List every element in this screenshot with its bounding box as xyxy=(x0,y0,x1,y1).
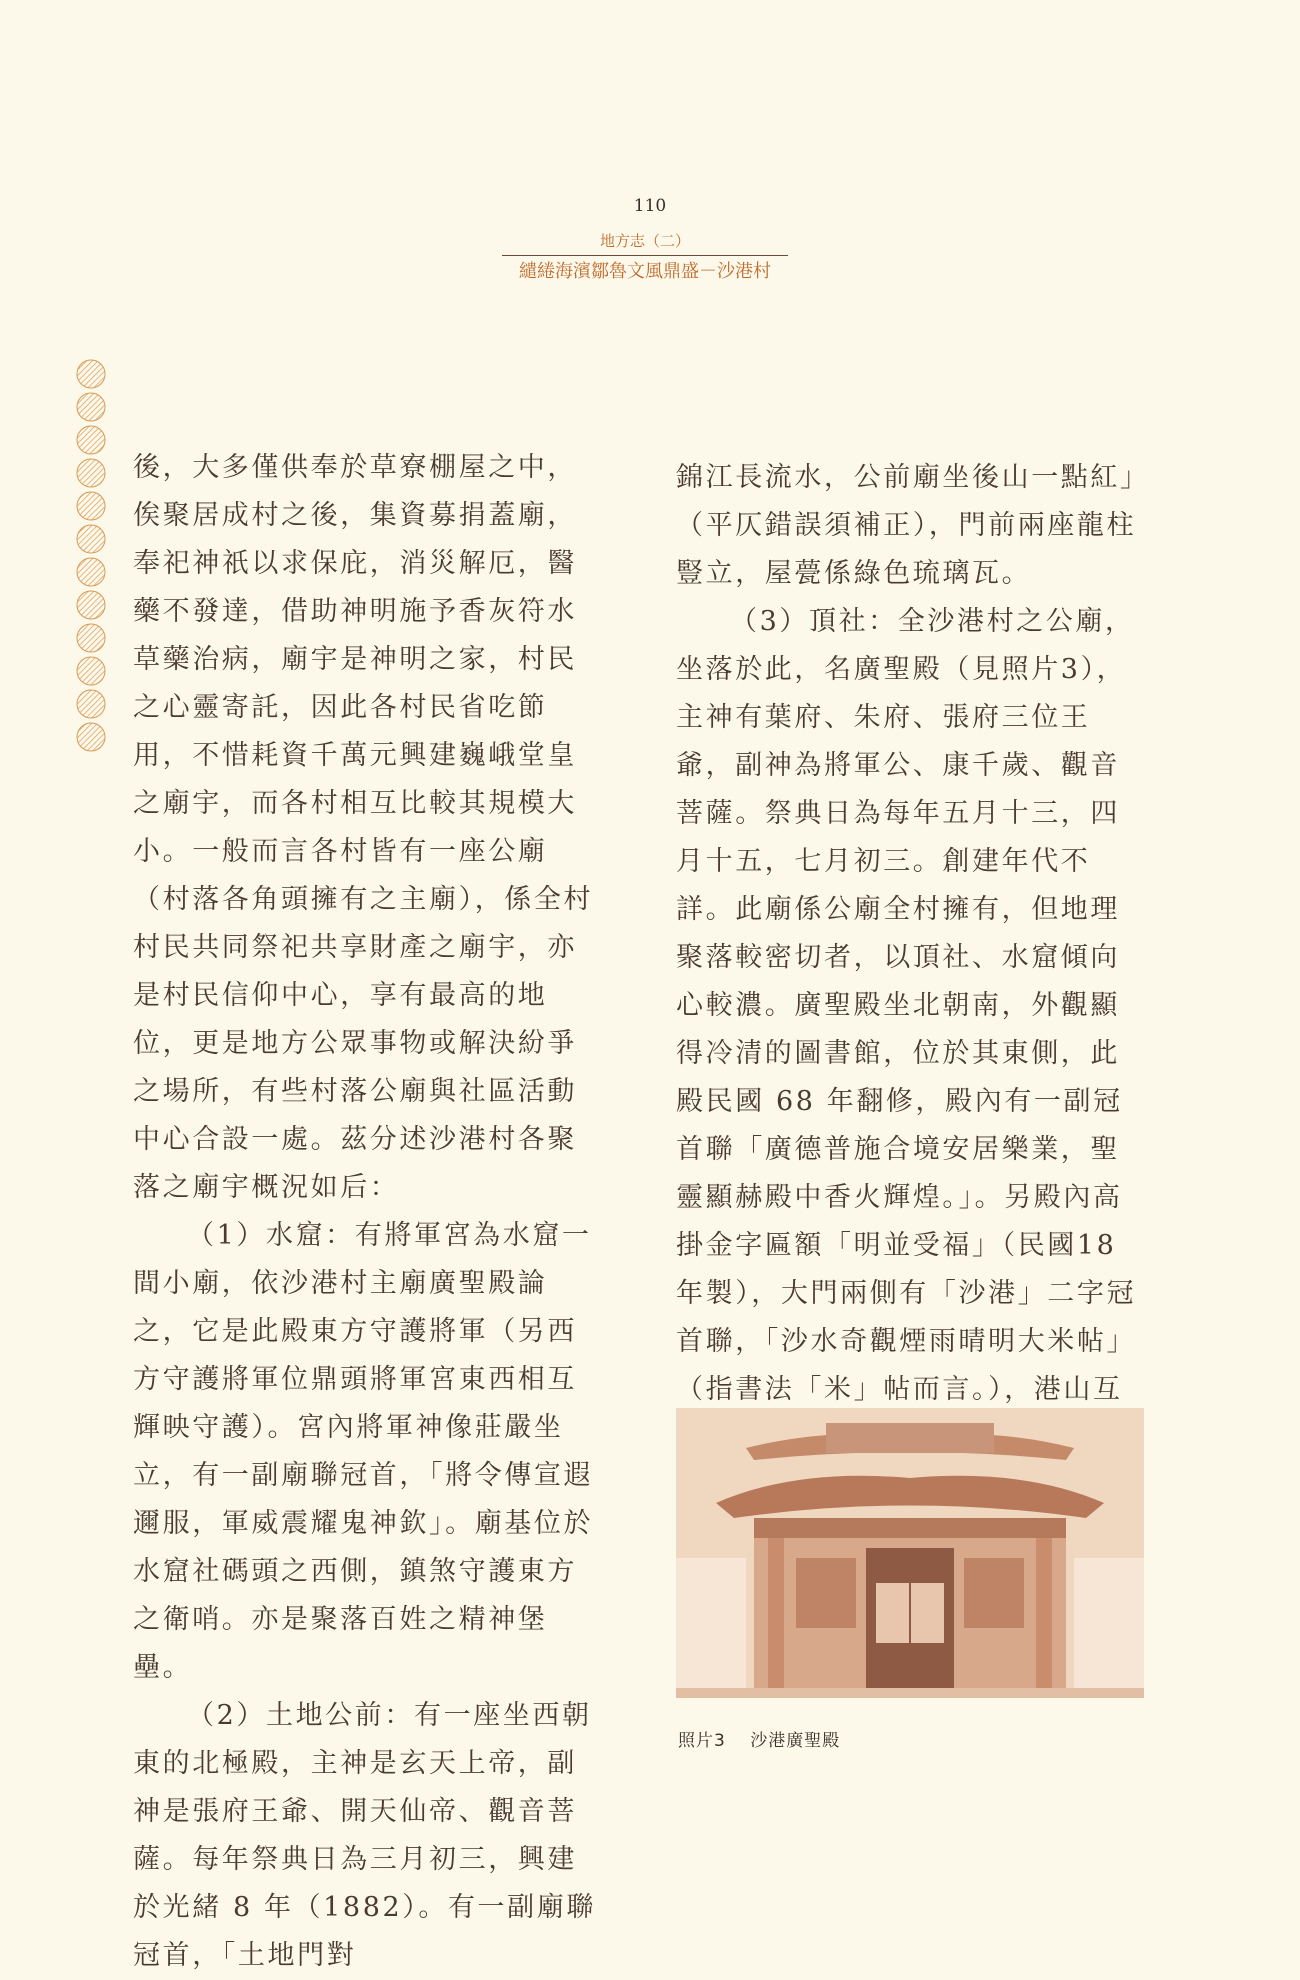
paragraph-tudigong: （2）土地公前：有一座坐西朝東的北極殿，主神是玄天上帝，副神是張府王爺、開天仙帝、觀音菩薩。每年祭典日為三月初三，興建於光緒 8 年（1882）。有一副廟聯冠首，「土地門對 xyxy=(133,1700,596,1971)
ornament-circle-icon xyxy=(77,393,105,421)
ornament-circle-icon xyxy=(77,723,105,751)
left-text-column xyxy=(133,444,603,1980)
ornament-icons xyxy=(72,358,110,768)
ornament-circle-icon xyxy=(77,624,105,652)
header-divider xyxy=(502,255,788,256)
ornament-circle-icon xyxy=(77,690,105,718)
running-header xyxy=(502,230,788,284)
ornament-circle-icon xyxy=(77,525,105,553)
photo-caption-text: 沙港廣聖殿 xyxy=(750,1731,841,1751)
page-number: 110 xyxy=(633,196,667,216)
header-subtitle: 繾綣海濱鄒魯文風鼎盛－沙港村 xyxy=(519,261,771,282)
ornament-circle-icon xyxy=(77,459,105,487)
paragraph: 後，大多僅供奉於草寮棚屋之中，俟聚居成村之後，集資募捐蓋廟，奉祀神祇以求保庇，消災解厄，醫藥不發達，借助神明施予香灰符水草藥治病，廟宇是神明之家，村民之心靈寄託，因此各村民省吃節用，不惜耗資千萬元興建巍峨堂皇之廟宇，而各村相互比較其規模大小。一般而言各村皆有一座公廟（村落各角頭擁有之主廟），係全村村民共同祭祀共享財產之廟宇，亦是村民信仰中心，享有最高的地位，更是地方公眾事物或解決紛爭之場所，有些村落公廟與社區活動中心合設一處。茲分述沙港村各聚落之廟宇概況如后： xyxy=(133,452,594,1203)
ornament-circle-icon xyxy=(77,360,105,388)
photo-caption xyxy=(678,1726,840,1751)
photo-label: 照片3 xyxy=(678,1731,726,1751)
temple-illustration xyxy=(676,1408,1144,1698)
ornament-circle-icon xyxy=(77,426,105,454)
ornament-circle-icon xyxy=(77,558,105,586)
paragraph: 錦江長流水，公前廟坐後山一點紅」（平仄錯誤須補正），門前兩座龍柱豎立，屋甍係綠色琉璃瓦。 xyxy=(676,462,1137,589)
temple-photo xyxy=(676,1408,1144,1698)
right-text-column xyxy=(676,454,1146,1510)
ornament-circle-icon xyxy=(77,591,105,619)
paragraph-shuiku: （1）水窟：有將軍宮為水窟一間小廟，依沙港村主廟廣聖殿論之，它是此殿東方守護將軍（另西方守護將軍位鼎頭將軍宮東西相互輝映守護）。宮內將軍神像莊嚴坐立，有一副廟聯冠首，「將令傳宣遐邇服，軍威震耀鬼神欽」。廟基位於水窟社碼頭之西側，鎮煞守護東方之衛哨。亦是聚落百姓之精神堡壘。 xyxy=(133,1220,594,1683)
paragraph-dingshe: （3）頂社：全沙港村之公廟，坐落於此，名廣聖殿（見照片3），主神有葉府、朱府、張府三位王爺，副神為將軍公、康千歲、觀音菩薩。祭典日為每年五月十三，四月十五，七月初三。創建年代不詳。此廟係公廟全村擁有，但地理聚落較密切者，以頂社、水窟傾向心較濃。廣聖殿坐北朝南，外觀顯得冷清的圖書館，位於其東側，此殿民國 68 年翻修，殿內有一副冠首聯「廣德普施合境安居樂業，聖靈顯赫殿中香火輝煌。」。另殿內高掛金字匾額「明並受福」（民國18年製），大門兩側有「沙港」二字冠首聯，「沙水奇觀煙雨晴明大米帖」（指書法「米」帖而言。），港山互 xyxy=(676,606,1137,1405)
header-series-title: 地方志（二） xyxy=(599,232,690,250)
ornament-circle-icon xyxy=(77,657,105,685)
ornament-circle-icon xyxy=(77,492,105,520)
margin-ornament-strip xyxy=(72,358,110,768)
